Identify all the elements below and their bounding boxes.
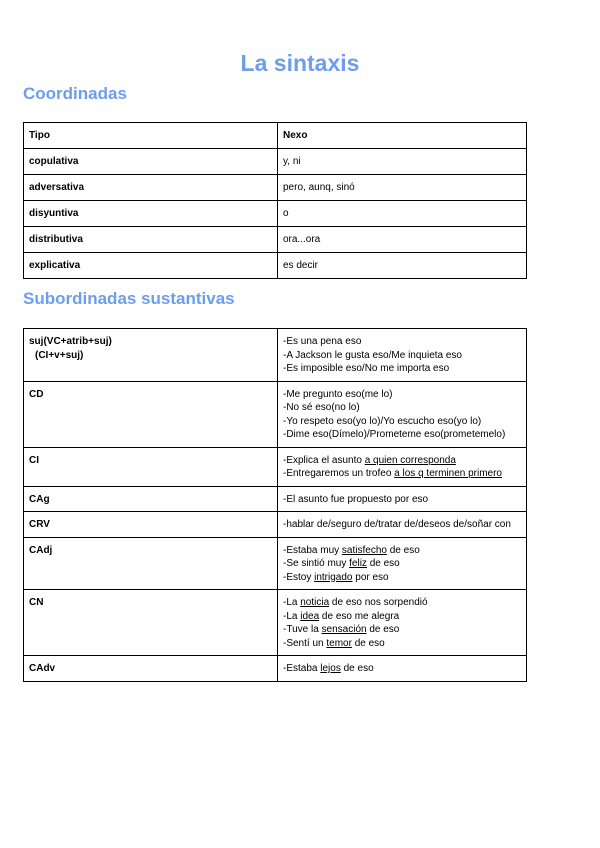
example-text: -Estaba muy [283, 544, 342, 556]
table-row [24, 486, 527, 512]
example-text: -Estaba [283, 663, 321, 674]
subordinadas-table [23, 328, 527, 682]
examples-cell [278, 381, 527, 447]
underlined-term: lejos [320, 663, 341, 674]
example-text: -Estoy [283, 571, 315, 583]
underlined-term: a quien corresponda [364, 454, 456, 466]
examples-cell [278, 512, 527, 538]
example-line [283, 610, 521, 624]
underlined-term: satisfecho [341, 544, 387, 556]
tipo-cell: explicativa [24, 253, 278, 279]
section-heading-subordinadas: Subordinadas sustantivas [23, 289, 235, 308]
table-row [24, 512, 527, 538]
function-label: CAdv [29, 663, 56, 674]
function-label: (CI+v+suj) [35, 349, 84, 361]
underlined-term: a los q terminen primero [394, 468, 502, 479]
function-cell [24, 590, 278, 656]
example-line [283, 518, 521, 532]
example-text: -Tuve la [283, 624, 322, 635]
nexo-cell: ora...ora [278, 227, 527, 253]
nexo-cell: pero, aunq, sinó [278, 175, 527, 201]
example-text: -Me pregunto eso(me lo) [283, 388, 393, 400]
underlined-term: idea [300, 610, 320, 622]
coordinadas-table [23, 122, 527, 279]
function-cell [24, 512, 278, 538]
example-line [283, 596, 521, 610]
table-row [24, 227, 527, 253]
table-row [24, 381, 527, 447]
underlined-term: intrigado [314, 571, 353, 583]
table-row [24, 175, 527, 201]
example-line [283, 557, 521, 571]
example-text: -A Jackson le gusta eso/Me inquieta eso [283, 349, 462, 361]
example-line [283, 571, 521, 585]
function-cell [24, 447, 278, 486]
header-cell-tipo: Tipo [24, 123, 278, 149]
example-line [283, 493, 521, 507]
example-line [283, 544, 521, 558]
underlined-term: sensación [321, 624, 367, 635]
example-text: -Yo respeto eso(yo lo)/Yo escucho eso(yo lo) [283, 415, 482, 427]
section-heading-coordinadas: Coordinadas [23, 84, 127, 103]
example-line [283, 388, 521, 402]
example-text: -Es imposible eso/No me importa eso [283, 363, 450, 374]
function-cell [24, 537, 278, 590]
examples-cell [278, 537, 527, 590]
function-label: CI [29, 454, 39, 466]
underlined-term: temor [326, 637, 352, 649]
example-text: -Dime eso(Dímelo)/Prometeme eso(prometemelo) [283, 429, 506, 440]
tipo-cell: adversativa [24, 175, 278, 201]
examples-cell [278, 486, 527, 512]
nexo-cell: y, ni [278, 149, 527, 175]
example-text: -El asunto fue propuesto por eso [283, 493, 429, 505]
example-line [283, 349, 521, 363]
header-cell-nexo: Nexo [278, 123, 527, 149]
example-line [283, 335, 521, 349]
example-line [283, 662, 521, 676]
example-text: -Se sintió muy [283, 558, 350, 569]
table-row [24, 447, 527, 486]
table-row [24, 590, 527, 656]
function-label: suj(VC+atrib+suj) [29, 336, 112, 347]
example-line [283, 467, 521, 481]
page-title: La sintaxis [240, 50, 360, 76]
example-text: -Explica el asunto [283, 454, 365, 466]
function-cell [24, 486, 278, 512]
function-cell [24, 329, 278, 382]
underlined-term: feliz [349, 558, 367, 569]
example-text: -Entregaremos un trofeo [283, 468, 395, 479]
table-row [24, 201, 527, 227]
underlined-term: noticia [300, 597, 330, 608]
function-label: CN [29, 597, 44, 608]
examples-cell [278, 656, 527, 682]
example-text: de eso [340, 663, 374, 674]
example-line [283, 362, 521, 376]
example-text: de eso nos sorpendió [329, 597, 428, 608]
function-cell [24, 381, 278, 447]
examples-cell [278, 447, 527, 486]
tipo-cell: copulativa [24, 149, 278, 175]
function-label: CAg [29, 493, 50, 505]
tipo-cell: distributiva [24, 227, 278, 253]
function-label: CAdj [29, 544, 53, 556]
example-text: -hablar de/seguro de/tratar de/deseos de/soñar con [283, 519, 511, 530]
nexo-cell: o [278, 201, 527, 227]
example-text: de eso [366, 624, 400, 635]
examples-cell [278, 329, 527, 382]
function-cell [24, 656, 278, 682]
example-text: de eso me alegra [319, 610, 400, 622]
table-row [24, 537, 527, 590]
example-text: -Sentí un [283, 637, 327, 649]
tipo-cell: disyuntiva [24, 201, 278, 227]
table-row [24, 656, 527, 682]
example-text: -Es una pena eso [283, 336, 362, 347]
nexo-cell: es decir [278, 253, 527, 279]
function-label: CRV [29, 519, 50, 530]
example-line [283, 454, 521, 468]
function-label: CD [29, 388, 44, 400]
table-row [24, 329, 527, 382]
example-text: -La [283, 597, 301, 608]
example-line [283, 415, 521, 429]
table-row [24, 253, 527, 279]
table-row [24, 149, 527, 175]
example-text: por eso [352, 571, 389, 583]
table-header-row [24, 123, 527, 149]
examples-cell [278, 590, 527, 656]
example-line [283, 401, 521, 415]
example-line [283, 428, 521, 442]
example-text: de eso [366, 558, 400, 569]
example-text: -La [283, 610, 301, 622]
example-text: -No sé eso(no lo) [283, 402, 360, 413]
example-text: de eso [351, 637, 385, 649]
example-line [283, 637, 521, 651]
example-line [283, 623, 521, 637]
example-text: de eso [386, 544, 420, 556]
